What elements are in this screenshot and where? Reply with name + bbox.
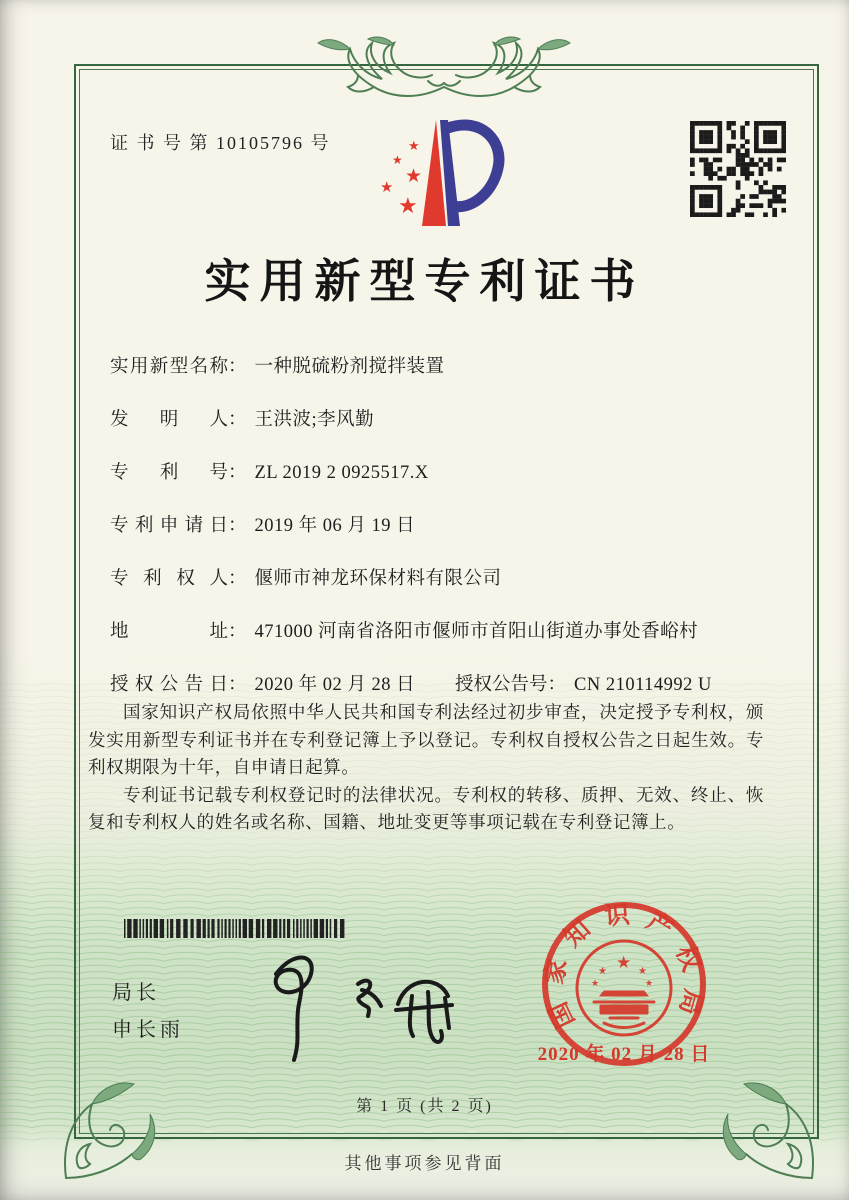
qr-code <box>690 121 786 217</box>
logo-stars <box>380 139 422 219</box>
field-value: 2020 年 02 月 28 日 <box>254 675 416 695</box>
back-note: 其他事项参见背面 <box>344 1154 505 1173</box>
seal-ring-text: 国家知识产权局 <box>540 901 707 1032</box>
field-row-inventor <box>110 405 790 431</box>
svg-text:★: ★ <box>598 966 607 977</box>
field-label: 专利号 <box>110 463 228 483</box>
colon: ： <box>228 516 247 536</box>
field-row-address <box>110 617 790 643</box>
svg-text:★: ★ <box>380 178 394 196</box>
colon: ： <box>547 675 567 695</box>
svg-text:★: ★ <box>591 979 600 989</box>
colon: ： <box>228 569 247 589</box>
signer-title: 局长 <box>112 982 160 1004</box>
field-value: 471000 河南省洛阳市偃师市首阳山街道办事处香峪村 <box>254 622 699 642</box>
svg-text:★: ★ <box>398 194 418 219</box>
field-label: 授权公告日 <box>110 675 228 695</box>
seal-date: 2020 年 02 月 28 日 <box>537 1044 711 1065</box>
field-value: 2019 年 06 月 19 日 <box>254 516 416 536</box>
field-row-filing-date <box>110 511 790 537</box>
field-label: 地址 <box>110 622 228 642</box>
certificate-number: 证 书 号 第 10105796 号 <box>110 133 331 153</box>
barcode <box>124 919 350 939</box>
field-value: ZL 2019 2 0925517.X <box>254 463 429 483</box>
legal-paragraph-2: 专利证书记载专利权登记时的法律状况。专利权的转移、质押、无效、终止、恢复和专利权人的姓名或名称、国籍、地址变更等事项记载在专利登记簿上。 <box>88 784 764 832</box>
cnipa-logo-icon <box>356 108 508 244</box>
colon: ： <box>228 357 247 377</box>
field-value: CN 210114992 U <box>574 675 712 695</box>
page-number: 第 1 页 (共 2 页) <box>356 1098 493 1115</box>
field-value: 一种脱硫粉剂搅拌装置 <box>254 357 445 377</box>
svg-text:★: ★ <box>392 153 403 167</box>
legal-text-block <box>88 699 764 837</box>
colon: ： <box>228 622 247 642</box>
seal-national-emblem <box>577 941 671 1035</box>
svg-text:★: ★ <box>645 979 654 989</box>
grant-date-group <box>110 675 415 695</box>
field-value: 偃师市神龙环保材料有限公司 <box>254 569 502 589</box>
field-label: 实用新型名称 <box>110 357 228 377</box>
field-value: 王洪波;李风勤 <box>254 410 375 430</box>
svg-text:★: ★ <box>405 165 423 187</box>
page-title: 实用新型专利证书 <box>204 256 645 307</box>
field-row-patent-number <box>110 458 790 484</box>
colon: ： <box>228 410 247 430</box>
field-row-patentee <box>110 564 790 590</box>
legal-paragraph-1: 国家知识产权局依照中华人民共和国专利法经过初步审查，决定授予专利权，颁发实用新型专利证书并在专利登记簿上予以登记。专利权自授权公告之日起生效。专利权期限为十年，自申请日起算。 <box>88 702 764 777</box>
director-signature <box>240 938 472 1064</box>
field-label: 专利申请日 <box>110 516 228 536</box>
grant-number-group <box>455 670 712 696</box>
colon: ： <box>228 675 247 695</box>
field-label: 专利权人 <box>110 569 228 589</box>
svg-text:★: ★ <box>408 139 420 154</box>
signer-name: 申长雨 <box>112 1019 184 1041</box>
field-label: 发明人 <box>110 410 228 430</box>
colon: ： <box>228 463 247 483</box>
svg-text:★: ★ <box>638 966 647 977</box>
field-row-name <box>110 352 790 378</box>
field-row-grant <box>110 670 790 696</box>
svg-text:★: ★ <box>616 953 632 973</box>
field-label: 授权公告号 <box>455 675 548 695</box>
